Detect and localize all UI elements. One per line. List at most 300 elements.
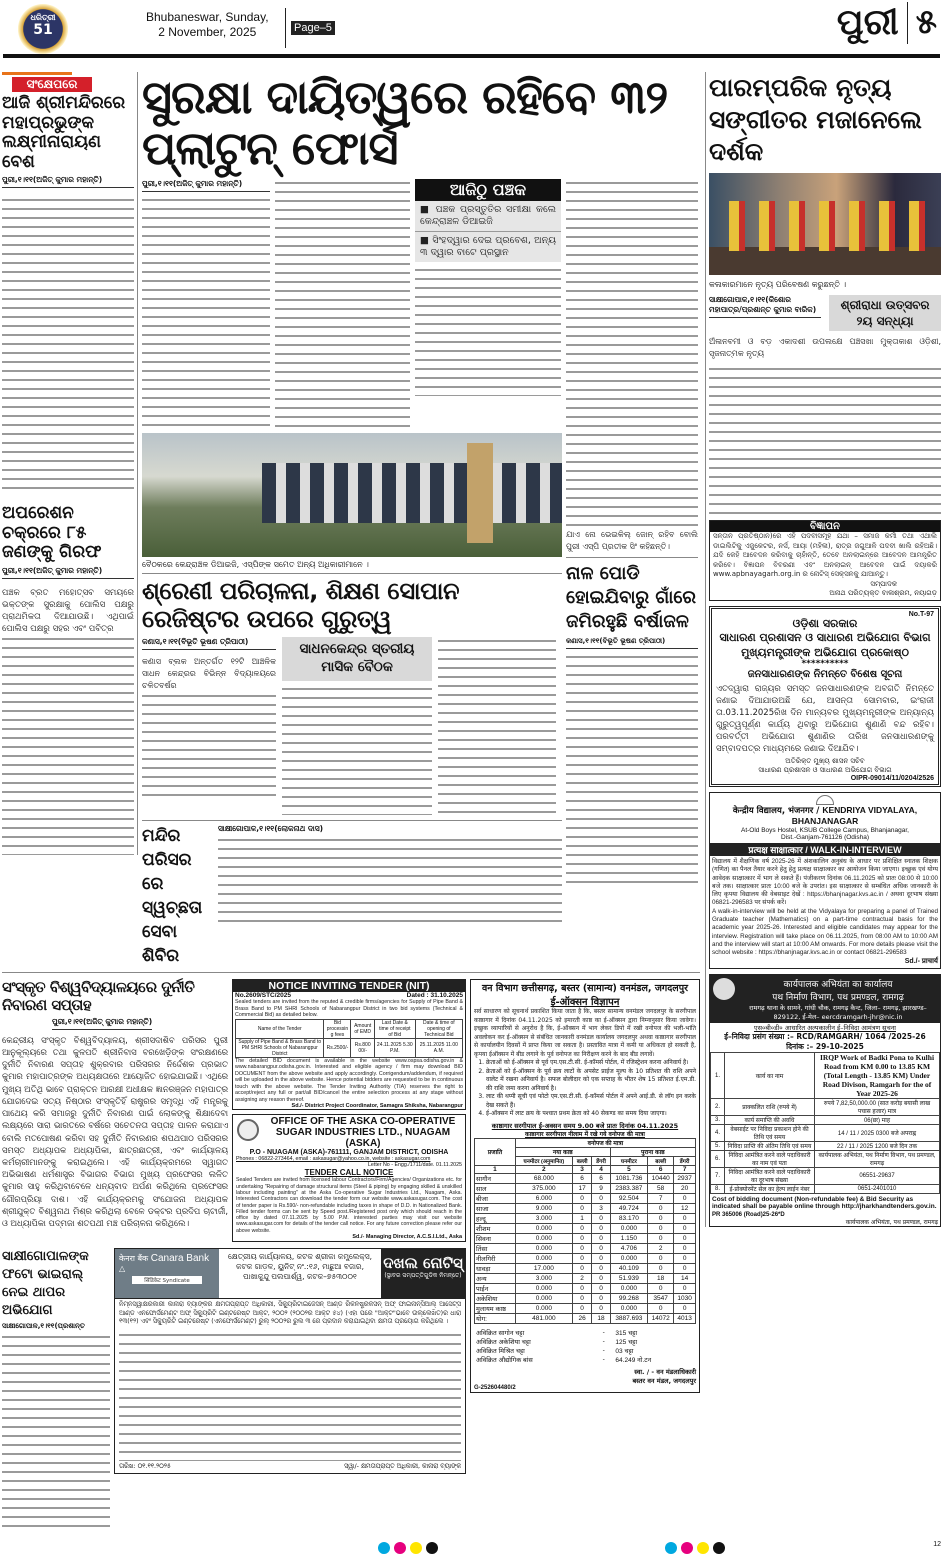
lead-caption: ବୈଠକରେ କେନ୍ଦ୍ରାଞ୍ଚଳ ଡିଆଇଜି, ଏସ୍‌ପିଙ୍କ ସମେତ ଅନ୍ୟ ଅଧିକାରୀମାନେ । (142, 560, 369, 570)
table-cell: 1030 (674, 1293, 696, 1303)
table-row (475, 1293, 696, 1303)
table-cell: 7 (674, 1165, 696, 1173)
e-auction-ad (470, 979, 700, 1393)
bottom-upper (2, 979, 466, 1242)
nit-intro: Sealed tenders are invited from the reputed & credible firms/agencies for Supply of Pipe Band & Brass Band to PM SHRI Schools of Nabarangpur District in two bid systems (Technical & Commercial Bid) as detailed below. (235, 999, 463, 1019)
brief-column (2, 72, 138, 855)
table-row (474, 1328, 696, 1337)
table-row (711, 1116, 940, 1125)
table-cell: Supply of Pipe Band & Brass Band to PM SHRI Schools of Nabarangpur District (236, 1038, 324, 1057)
table-cell: 0 (572, 1293, 592, 1303)
dance-headline: ପାରମ୍ପରିକ ନୃତ୍ୟ ସଙ୍ଗୀତର ମଜାନେଲେ ଦର୍ଶକ (709, 73, 922, 166)
rule (142, 820, 562, 821)
lead-photo (142, 433, 562, 557)
table-row (475, 1283, 696, 1293)
page-label: Page–5 (291, 21, 335, 35)
notice-subject: ଜନସାଧାରଣଙ୍କ ନିମନ୍ତେ ବିଶେଷ ସୂଚନା (747, 669, 903, 681)
table-cell: 0 (572, 1193, 592, 1203)
dance-meta-row (709, 295, 941, 331)
ramgarh-tender (709, 974, 941, 1227)
table-cell: 40.109 (610, 1263, 647, 1273)
table-cell: धावड़ा (475, 1263, 516, 1273)
table-cell: 2 (515, 1165, 572, 1173)
table-cell: Name of the Tender (236, 1019, 324, 1038)
kv-band: प्रत्यक्ष साक्षात्कार / WALK-IN-INTERVIEW (710, 843, 940, 856)
ramgarh-dept: पथ निर्माण विभाग, पथ प्रमण्डल, रामगढ़ (772, 993, 904, 1004)
table-cell: - (602, 1355, 605, 1363)
aska-text: Sealed Tenders are invited from licensed labour Contractors/Firm/Agencies/ Organizations etc. for undertaking "Repairing of damage structural items (Steel & piping) by engaging skilled & unskilled labour including painting" at the Aska Co-operative Sugar Industries Ltd., Nuagam, Aska. Interested Contractors can download the tender form our website www.askasugar.com. The cost of tender paper is Rs.590/- non-refundable including taxes in shape of D.D. in Nationalized Bank. Filled tender forms can be sent by Speed post./Registered post only which should reach in the office by dated 07.11.2025 by 5.00 P.M. interested parties may visit our website www.askasugar.com for details of the tender call notice. For any future correction please refer our above website. (236, 1177, 462, 1234)
table-cell: 6 (648, 1165, 674, 1173)
table-cell: 0 (592, 1213, 610, 1223)
table-cell: निविदा आमंत्रित करने वाले पदाधिकारी का नाम एवं पता (725, 1151, 815, 1168)
table-cell: घनमीटर (अनुमानित) (515, 1156, 572, 1165)
table-row (711, 1099, 940, 1116)
table-cell: 5. (711, 1142, 725, 1151)
nit-table (235, 1019, 463, 1058)
kv-title-english: KENDRIYA VIDYALAYA, BHANJANAGAR (791, 804, 918, 826)
table-cell: 14072 (648, 1313, 674, 1323)
black-dot (426, 1542, 438, 1554)
class-col1 (142, 637, 276, 802)
table-cell: 1 (572, 1213, 592, 1223)
lead-body-col2 (275, 179, 410, 429)
class-body-col2 (282, 685, 432, 815)
sakhigopal-article (2, 1248, 110, 1533)
table-cell: - (602, 1328, 605, 1336)
ramgarh-office: कार्यपालक अभियंता का कार्यालय (783, 980, 893, 991)
kv-logo (816, 795, 834, 805)
aska-sign: Sd./- Managing Director, A.C.S.I.Ltd., Aska (352, 1234, 462, 1241)
canara-name-hindi: केनरा बैंक (119, 1254, 149, 1264)
notice-sign-dept: ସାଧାରଣ ପ୍ରଶାସନ ଓ ସାଧାରଣ ଅଭିଯୋଗ ବିଭାଗ (758, 765, 892, 774)
dance-box: ଶ୍ରୀରାଧା ଉତ୍ସବର ୨ୟ ସନ୍ଧ୍ୟା (829, 295, 941, 331)
table-cell: 6 (572, 1173, 592, 1183)
brief-body-2: ପଞ୍ଚକ ବ୍ରତ ମହୋତ୍ସବ ସମୟରେ ଭକ୍ତଙ୍କ ସୁରକ୍ଷାକୁ ପୋଲିସ ପକ୍ଷରୁ ପ୍ରାଥମିକତା ଦିଆଯାଉଛି। ଏଥିପାଇଁ ପୋଲିସ ପକ୍ଷରୁ ସହର ଏବଂ ପବିତ୍ର (2, 587, 134, 634)
table-cell: 1. (711, 1053, 725, 1099)
table-cell: वनोपज की मात्रा (515, 1138, 695, 1147)
sanskrit-headline: ସଂସ୍କୃତ ବିଶ୍ୱବିଦ୍ୟାଳୟରେ ଦୁର୍ନୀତି ନିବାରଣ ସପ୍ତାହ (2, 978, 195, 1014)
sanskrit-article (2, 979, 228, 1229)
table-cell: 0 (674, 1303, 696, 1313)
date-line (146, 10, 269, 40)
table-cell: Rs.2500/- (324, 1038, 351, 1057)
table-cell: 6. (711, 1151, 725, 1168)
table-row (711, 1053, 940, 1099)
table-row (475, 1263, 696, 1273)
brief-byline: ପୁରୀ,୧।୧୧(ଅଜିତ୍ କୁମାର ମହାନ୍ତି) (2, 175, 134, 188)
table-cell: 0 (592, 1193, 610, 1203)
table-cell: ई-प्रोक्योरमेंट सेल का हेल्प लाईन नंबर (725, 1185, 815, 1194)
ramgarh-footnote: Cost of bidding document (Non-refundable fee) & Bid Security as indicated shall be payable online through http://jharkhandtenders.gov.in. (712, 1196, 937, 1211)
brief-headline-2: ଅପରେଶନ ଚକ୍ରରେ ୮୫ ଜଣଙ୍କୁ ଗିରଫ (2, 503, 102, 563)
table-cell: 0 (572, 1283, 592, 1293)
table-cell: 99.268 (610, 1293, 647, 1303)
brief-body-2-more (2, 635, 134, 855)
table-cell: अविक्रित मिश्रित चट्टा (476, 1347, 525, 1355)
separator (907, 2, 908, 44)
table-cell: Last Date & time of receipt of Bid (374, 1019, 415, 1038)
table-row (475, 1253, 696, 1263)
table-cell: 0 (674, 1193, 696, 1203)
sakhigopal-byline: ସାକ୍ଷୀଗୋପାଳ,୧।୧୧(ପ୍ରଶାନ୍ତ (2, 1322, 85, 1331)
table-cell: 2. (711, 1099, 725, 1116)
table-cell: 6 (592, 1173, 610, 1183)
highlight-point (415, 201, 561, 232)
table-cell: हल्दू (475, 1213, 516, 1223)
sakhigopal-body (2, 1333, 110, 1533)
auction-dept: वन विभाग छत्तीसगढ़, बस्तर (सामान्य) वनमंडल, जगदलपुर (481, 983, 688, 995)
ramgarh-address: रामगढ़ थाना के सामने, गांधी चौक, रामगढ़ कैन्ट, जिला– रामगढ़, झारखण्ड– 829122, ई-मेल– eercdramgarh-jhr@nic.in (749, 1004, 927, 1022)
registration-marks (0, 1539, 945, 1561)
aska-notice (232, 1114, 466, 1242)
table-row (711, 1142, 940, 1151)
temple-col (218, 824, 562, 926)
table-cell: 0 (648, 1223, 674, 1233)
table-cell: 0 (572, 1303, 592, 1313)
table-header-row (475, 1138, 696, 1147)
table-cell: 0 (648, 1213, 674, 1223)
table-cell: कार्यपालक अभियंता, पथ निर्माण विभाग, पथ प्रमण्डल, रामगढ़ (815, 1151, 940, 1168)
list-item: 3. लाट की थप्पी सूची एवं फोटो एम.एस.टी.सी. ई-कॉमर्स पोर्टल में अपने आई.डी. से लॉग इन करके देख सकते हैं। (486, 1093, 696, 1110)
table-cell: 1.150 (610, 1233, 647, 1243)
auction-unsold (474, 1328, 696, 1364)
table-cell: 125 चट्टा (615, 1338, 638, 1346)
table-cell: निविदा प्राप्ति की अंतिम तिथि एवं समय (725, 1142, 815, 1151)
list-item: 4. ई-ऑक्सन में लाट क्रय के पश्चात प्रथम क्रेता को 40 सेकण्ड का समय दिया जाएगा। (486, 1110, 696, 1119)
table-row (475, 1303, 696, 1313)
table-cell: 0.000 (610, 1223, 647, 1233)
table-cell: डेंगरी (592, 1156, 610, 1165)
kv-address: At-Old Boys Hostel, KSUB College Campus, Bhanjanagar, (740, 826, 909, 834)
kv-text-english: A walk-in-interview will be held at the Vidyalaya for preparing a panel of Trained Graduate teacher (Mathematics) on a part-time contractual basis for the academic year 2025-26. Interested and eligible candidates may appear for the interview. Registration will take place on 06.11.2025, from 08:00 AM to 10:00 AM and the interview will start at 10:00 AM onwards. For more details please visit the school website : https://bhanjnagar.kvs.ac.in or contact 06821-296583 (712, 907, 938, 957)
table-cell: 9 (592, 1183, 610, 1193)
table-row (475, 1183, 696, 1193)
aska-contact: Phones : 06822-273464, email : askasugar@yahoo.co.in, website : askasugar.com (236, 1156, 431, 1163)
notice-cell: ମୁଖ୍ୟମନ୍ତ୍ରୀଙ୍କ ଅଭିଯୋଗ ପ୍ରକୋଷ୍ଠ (741, 645, 909, 659)
middle-columns (142, 179, 698, 968)
table-row (475, 1313, 696, 1323)
table-cell: 0 (592, 1273, 610, 1283)
canara-header (115, 1249, 465, 1299)
table-cell: शीशम (475, 1223, 516, 1233)
table-cell: 0.000 (515, 1243, 572, 1253)
ramgarh-header (710, 975, 940, 1023)
table-cell: डेंगरी (674, 1156, 696, 1165)
middle-area (142, 72, 698, 968)
list-item: 1. क्रेताओं को ई-ऑक्सन से पूर्व एम.एस.टी.सी. ई-कॉमर्स पोर्टल, में रजिस्ट्रेशन करना अनिवार्य है। (486, 1059, 696, 1068)
table-cell: 0 (592, 1233, 610, 1243)
section-header (837, 2, 937, 44)
table-row (475, 1213, 696, 1223)
highlight-point (415, 232, 561, 262)
logo (18, 4, 68, 54)
canara-text: ନିମ୍ନସ୍ୱାକ୍ଷରକାରୀ କାନାରା ବ୍ୟାଙ୍କର କ୍ଷମତାପ୍ରାପ୍ତ ଅଧିକାରୀ, ସିକ୍ୟୁରିଟାଇଜେସନ୍ ଆଣ୍ଡ ରିକନଷ୍ଟ୍ରକସନ୍ ଅଫ୍ ଫାଇନାନ୍ସିଆଲ୍ ଆସେଟ୍ସ ଆଣ୍ଡ ଏନଫୋର୍ସମେଣ୍ଟ ଅଫ୍ ସିକ୍ୟୁରିଟି ଇଣ୍ଟରେଷ୍ଟ ଆକ୍ଟ, ୨୦୦୨ (୨୦୦୨ର ଆକ୍ଟ ୫୪) (ଏହା ପରେ "ଆକ୍ଟ"ଭାବେ ଉଲ୍ଲେଖିତ)ର ଧାରା ୧୩(୧୨) ଏବଂ ସିକ୍ୟୁରିଟି ଇଣ୍ଟରେଷ୍ଟ (ଏନଫୋର୍ସମେଣ୍ଟ) ରୁଲ୍ ୨୦୦୨ର ରୁଲ ୩ ରେ ପ୍ରଦାନ କରାଯାଇଥିବା କ୍ଷମତା ପ୍ରୟୋଗ କରିଥିଲେ । (119, 1301, 461, 1326)
table-cell: बीजा (475, 1193, 516, 1203)
rain-body (566, 653, 698, 883)
auction-title: ई-ऑक्सन विज्ञापन (550, 997, 620, 1009)
table-cell: निविदा आमंत्रित करने वाले पदाधिकारी का दूरभाष संख्या (725, 1168, 815, 1185)
table-cell: 64.249 नो.टन (615, 1356, 652, 1364)
table-cell: 0 (674, 1213, 696, 1223)
kv-title (712, 805, 938, 827)
kv-title-hindi: केन्द्रीय विद्यालय, भंजनगर / (732, 805, 820, 816)
emblem-icon (713, 978, 735, 1000)
magenta-dot (394, 1542, 406, 1554)
table-cell: रुपये 7,82,50,000.00 (सात करोड़ बयासी लाख पचास हजार) मात्र (815, 1099, 940, 1116)
temple-row (142, 824, 562, 968)
highlight-text: ସିଂହଦ୍ୱାର ଦେଇ ପ୍ରବେଶ, ଅନ୍ୟ ୩ ଦ୍ୱାର ବାଟେ ପ୍ରସ୍ଥାନ (420, 235, 556, 259)
vigyapan-text: ସନ୍ତାନ ପ୍ରତିଷ୍ଠାନ)ରେ ଏହି ପଦବୀସମୂହ ଯଥା – ସମାଜ କର୍ମୀ ତଥା ଏଥାଲି ଡାଇଲିଟିକୁ ଏଜୁକେଟର, ନର୍ସ, ଆୟା (ମହିଳା), ରାତ୍ର ଜଗୁଆଳି ପଦବୀ ଖାଲି ରହିଅଛି। ଯଦି କେହି ଆବେଦନ କରିବାକୁ ଚାହାଁନ୍ତି, ତେବେ ଅନଲାଇନ୍‌ରେ ଆବେଦନ ଆମନ୍ତ୍ରିତ କରିବେ। ବିଜ୍ଞାପନ ବିବରଣୀ ଏବଂ ଅନଲାଇନ୍ ଆବେଦନ ପାଇଁ ଦୟାକରି www.apbnayagarh.org.in ର ନୋଟିସ୍ ସେକ୍ସନକୁ ଯାଆନ୍ତୁ। (713, 532, 937, 578)
notice-sign: ଅତିରିକ୍ତ ମୁଖ୍ୟ ଶାସନ ସଚିବ (785, 756, 865, 765)
canara-name: Canara Bank (150, 1253, 210, 1265)
lead-col3 (415, 179, 561, 396)
table-cell: 0.000 (515, 1283, 572, 1293)
main-area (2, 72, 700, 1533)
class-headline: ଶ୍ରେଣୀ ପରିଚାଳନା, ଶିକ୍ଷଣ ସୋପାନ ରେଜିଷ୍ଟର ଉପରେ ଗୁରୁତ୍ୱ (142, 577, 460, 633)
top-section (2, 72, 700, 973)
table-row (475, 1223, 696, 1233)
table-row (711, 1185, 940, 1194)
date-full: 2 November, 2025 (158, 25, 257, 39)
notice-heading: ଓଡ଼ିଶା ସରକାର (792, 616, 858, 630)
table-cell: नया काष्ठ (515, 1147, 610, 1156)
table-cell: - (602, 1337, 605, 1345)
table-row (475, 1203, 696, 1213)
table-cell: 0 (648, 1203, 674, 1213)
bottom-lower (2, 1248, 466, 1533)
bottom-section (2, 979, 700, 1533)
table-cell: अविक्रित अकेशिया चट्टा (476, 1338, 531, 1346)
table-cell: 0 (674, 1223, 696, 1233)
class-body-col3 (438, 637, 556, 817)
table-cell: 315 चट्टा (615, 1329, 638, 1337)
aska-title-2: SUGAR INDUSTRIES LTD., NUAGAM (ASKA) (275, 1127, 451, 1150)
table-cell: 0.000 (610, 1253, 647, 1263)
table-cell: 3547 (648, 1293, 674, 1303)
notice-department: ସାଧାରଣ ପ୍ରଶାସନ ଓ ସାଧାରଣ ଅଭିଯୋଗ ବିଭାଗ (719, 631, 931, 645)
canara-details (119, 1331, 461, 1461)
auction-time: काष्ठागार सरगीपाल ई-अक्सन समय 9.00 बजे प्रातः दिनांक 04.11.2025 (491, 1121, 679, 1130)
dance-byline: ସାକ୍ଷୀଗୋପାଳ,୧।୧୧(କିଶୋର ମହାପାତ୍ର/ପ୍ରଶାନ୍ତ କୁମାର ବାରିକ) (709, 295, 821, 318)
table-cell: सागौन (475, 1173, 516, 1183)
table-cell: 25.11.2025 11.00 A.M. (415, 1038, 462, 1057)
nit-meta (235, 992, 463, 999)
page-mark: 12 (933, 1541, 941, 1549)
table-cell: 0 (572, 1203, 592, 1213)
class-byline: କଣାସ,୧।୧୧(ବିଭୂତି ଭୂଷଣ ତ୍ରିପାଠୀ) (142, 637, 276, 650)
table-cell: 0 (592, 1243, 610, 1253)
aska-letter: Letter No - Engg./1711/date. 01.11.2025 (367, 1162, 462, 1169)
photo-people (262, 463, 562, 523)
table-cell: - (602, 1346, 605, 1354)
class-row (142, 637, 562, 817)
table-cell: 3.000 (515, 1273, 572, 1283)
table-cell: 49.724 (610, 1203, 647, 1213)
table-cell: 10440 (648, 1173, 674, 1183)
table-row (711, 1151, 940, 1168)
separator (285, 8, 286, 48)
table-cell: 0 (572, 1253, 592, 1263)
table-cell: 1 (475, 1165, 516, 1173)
table-cell: 0 (592, 1223, 610, 1233)
black-dot (713, 1542, 725, 1554)
table-cell: 18 (592, 1313, 610, 1323)
lead-row (142, 179, 562, 429)
table-cell: 0 (674, 1233, 696, 1243)
vigyapan-title: ବିଜ୍ଞାପନ (710, 521, 940, 532)
table-cell: 5 (610, 1165, 647, 1173)
canara-title: ଦଖଲ ନୋଟିସ୍ (383, 1254, 463, 1273)
class-box: ସାଧନକେନ୍ଦ୍ର ସ୍ତରୀୟ ମାସିକ ବୈଠକ (282, 637, 432, 681)
table-cell: 0 (592, 1283, 610, 1293)
notice-text: ଏତଦ୍ୱାରା ରାଜ୍ୟର ସମସ୍ତ ଜନସାଧାରଣଙ୍କ ଅବଗତି ନିମନ୍ତେ ଜଣାଇ ଦିଆଯାଉଅଛି ଯେ, ଆସନ୍ତା ସୋମବାର, ଇଂରାଜୀ ତା.03.11.2025ରିଖ ଦିନ ମାନ୍ୟବର ମୁଖ୍ୟମନ୍ତ୍ରୀଙ୍କ ଅନ୍ୟାନ୍ୟ ଗୁରୁତ୍ୱପୂର୍ଣ୍ଣ କାର୍ଯ୍ୟ ଥିବାରୁ ଅଭିଯୋଗ ଶୁଣାଣି ବନ୍ଦ ରହିବ। ପରବର୍ତ୍ତୀ ଅଭିଯୋଗ ଶୁଣାଣିର ତାରିଖ ଜନସାଧାରଣଙ୍କୁ ସମ୍ବାଦପତ୍ର ମାଧ୍ୟମରେ ଜଣାଇ ଦିଆଯିବ। (716, 683, 934, 754)
table-cell: 0 (592, 1293, 610, 1303)
ramgarh-ref: ई–निविदा प्रसंग संख्या :– RCD/RAMGARH/ 1064 /2025-26 (724, 1032, 926, 1042)
table-cell: 0.000 (515, 1293, 572, 1303)
yellow-dot (697, 1542, 709, 1554)
section-name: ପୁରୀ (836, 2, 899, 44)
table-cell: सिवना (475, 1233, 516, 1243)
vigyapan-ad (709, 520, 941, 601)
temple-byline: ସାକ୍ଷୀଗୋପାଳ,୧।୧୧(ଲୋକନାଥ ଦାସ) (218, 824, 324, 834)
page-body (0, 60, 945, 1533)
table-cell: 51.939 (610, 1273, 647, 1283)
page-number: ୫ (915, 2, 937, 43)
table-cell: 3 (572, 1165, 592, 1173)
table-cell: 26 (572, 1313, 592, 1323)
table-cell: 06(छः) माह (815, 1116, 940, 1125)
table-row (475, 1273, 696, 1283)
aska-title-1: OFFICE OF THE ASKA CO-OPERATIVE (270, 1116, 456, 1128)
table-row (475, 1233, 696, 1243)
table-cell: 3887.693 (610, 1313, 647, 1323)
table-cell: 2937 (674, 1173, 696, 1183)
table-row (711, 1168, 940, 1185)
table-cell: 0 (592, 1303, 610, 1313)
table-row (475, 1243, 696, 1253)
bullet-icon: ■ (420, 235, 433, 247)
table-cell: 17.000 (515, 1263, 572, 1273)
rule (142, 573, 562, 574)
rain-byline: କଣାସ,୧।୧୧(ବିଭୂତି ଭୂଷଣ ତ୍ରିପାଠୀ) (566, 637, 698, 649)
table-cell: 0651-2401010 (815, 1185, 940, 1194)
table-cell: 24.11.2025 5.30 P.M. (374, 1038, 415, 1057)
table-row (474, 1337, 696, 1346)
photo-officer (467, 443, 493, 543)
table-cell: अन्य (475, 1273, 516, 1283)
table-cell: 0 (572, 1233, 592, 1243)
lead-body-col4 (566, 179, 698, 529)
table-cell: 0 (674, 1243, 696, 1253)
table-cell: 0 (592, 1263, 610, 1273)
brief-headline: ଆଜି ଶ୍ରୀମନ୍ଦିରରେ ମହାପ୍ରଭୁଙ୍କ ଲକ୍ଷ୍ମୀନାରାୟଣ ବେଶ (2, 93, 126, 172)
canara-possession-notice (114, 1248, 466, 1474)
middle-main (142, 179, 562, 968)
nit-notice (232, 979, 466, 1110)
table-cell: 22 / 11 / 2025 1200 बजे दिन तक (815, 1142, 940, 1151)
ramgarh-table (710, 1052, 940, 1194)
table-cell: 0.000 (515, 1233, 572, 1243)
table-cell: 0 (648, 1253, 674, 1263)
ramgarh-subject: एस०बी०डी० आधारित अल्पकालीन ई–निविदा आमंत्रण सूचना (753, 1024, 896, 1033)
canara-subtitle: (ସ୍ଥାବର ସମ୍ପତ୍ତିଗୁଡିକ ନିମନ୍ତେ) (384, 1272, 462, 1280)
bullet-icon: ■ (420, 204, 436, 216)
brief-byline-2: ପୁରୀ,୧।୧୧(ଅଜିତ୍ କୁମାର ମହାନ୍ତି) (2, 566, 134, 579)
table-cell: 2383.387 (610, 1183, 647, 1193)
top-rule (3, 54, 940, 58)
table-cell: कार्य समाप्ति की अवधि (725, 1116, 815, 1125)
yellow-dot (410, 1542, 422, 1554)
cyan-dot (665, 1542, 677, 1554)
ramgarh-date: दिनांक :– 29-10-2025 (786, 1042, 864, 1052)
table-cell: Amount of EMD (351, 1019, 374, 1038)
table-cell: 17 (572, 1183, 592, 1193)
table-cell: बल्ली (648, 1156, 674, 1165)
table-cell: 8. (711, 1185, 725, 1194)
vigyapan-sign: ସମ୍ପାଦକ (870, 579, 897, 588)
table-header-row (236, 1019, 463, 1038)
nit-number: No.2609/STC/2025 (235, 992, 292, 1000)
table-cell: साल (475, 1183, 516, 1193)
table-cell: 0 (648, 1263, 674, 1273)
kv-walkin-ad (709, 792, 941, 970)
table-cell: 7 (648, 1193, 674, 1203)
lead-highlight-box (415, 179, 561, 262)
table-cell: 0 (648, 1303, 674, 1313)
table-cell: 68.000 (515, 1173, 572, 1183)
table-cell: 3.000 (515, 1213, 572, 1223)
rain-headline: ନାଳ ପୋଡି ହୋଇଯିବାରୁ ଗାଁରେ ଜମିରହୁଛି ବର୍ଷାଜଳ (566, 563, 697, 633)
lead-col1 (142, 179, 270, 426)
table-row (711, 1125, 940, 1142)
table-cell: 375.000 (515, 1183, 572, 1193)
table-cell: मुलायम काष्ठ (475, 1303, 516, 1313)
kv-sign: Sd./- प्राचार्य (904, 958, 938, 966)
nit-date: Dated : 31.10.2025 (406, 992, 463, 1000)
auction-code: G-252604480/2 (474, 1384, 516, 1391)
table-cell: 18 (648, 1273, 674, 1283)
table-cell: Bid processing fees (324, 1019, 351, 1038)
kv-text-hindi: विद्यालय में शैक्षणिक वर्ष 2025-26 में अंशकालिन अनुबंध के आधार पर प्रशिक्षित स्नातक शिक्षक (गणित) का पैनल तैयार करने हेतु हेतु प्रत्यक्ष साक्षात्कार का आयोजन किया जाएगा। इच्छुक एवं योग्य आवेदक साक्षात्कार में भाग ले सकते हैं। पंजीकरण दिनांक 06.11.2025 को प्रातः 08:00 से 10:00 बजे तक। साक्षात्कार प्रातः 10:00 बजे के उपरांत। इस साक्षात्कार से सम्बंधित अधिक जानकारी के लिए कृपया विद्यालय की वेबसाइट देखें : https://bhanjnagar.kvs.ac.in / अथवा दूरभाष संख्या 06821-296583 पर संपर्क करें। (712, 857, 938, 907)
table-cell: पुराना काष्ठ (610, 1147, 695, 1156)
table-cell: 481.000 (515, 1313, 572, 1323)
table-cell: 20 (674, 1183, 696, 1193)
auction-table-title: काष्ठागार सरगीपाल नीलाम में रखे गये वनोपज की मात्रा (525, 1130, 645, 1138)
lead-byline: ପୁରୀ,୧।୧୧(ଅଜିତ୍ କୁମାର ମହାନ୍ତି) (142, 179, 270, 192)
table-cell: बल्ली (572, 1156, 592, 1165)
table-cell: 4. (711, 1125, 725, 1142)
table-cell: 14 (674, 1273, 696, 1283)
magenta-dot (681, 1542, 693, 1554)
aska-tender-title: TENDER CALL NOTICE (304, 1168, 394, 1178)
table-cell: IRQP Work of Badki Pona to Kulhi Road from KM 0.00 to 13.85 KM (Total Length - 13.85 KM) Under Road Divison, Ramgarh for the of Year 2025-26 (815, 1053, 940, 1099)
table-row (475, 1193, 696, 1203)
auction-sign: स्वा. / - वन मंडलाधिकारी (634, 1367, 696, 1376)
aska-address: P.O - NUAGAM (ASKA)-761111, GANJAM DISTRICT, ODISHA (249, 1149, 449, 1157)
kv-district: Dist.-Ganjam-761126 (Odisha) (780, 833, 870, 841)
table-cell: तिंसा (475, 1243, 516, 1253)
table-cell: 0 (648, 1233, 674, 1243)
table-cell: पाईन (475, 1283, 516, 1293)
table-cell: अविक्रित औद्योगिक बांस (476, 1356, 533, 1364)
temple-headline: ମନ୍ଦିର ପରିସରରେ ସ୍ୱଚ୍ଛତା ସେବା ଶିବିର (142, 826, 203, 967)
auction-table (474, 1138, 696, 1324)
canara-sign: ସ୍ୱା/- କ୍ଷମତାପ୍ରାପ୍ତ ଅଧିକାରୀ, କାନାରା ବ୍ୟାଙ୍କ (344, 1462, 461, 1470)
canara-syndicate: सिंडिकेट Syndicate (132, 1276, 202, 1284)
table-cell: वेबसाईट पर निविदा प्रकाशन होने की तिथि एवं समय (725, 1125, 815, 1142)
table-cell: नीलगिरी (475, 1253, 516, 1263)
photo-stage (709, 247, 941, 275)
